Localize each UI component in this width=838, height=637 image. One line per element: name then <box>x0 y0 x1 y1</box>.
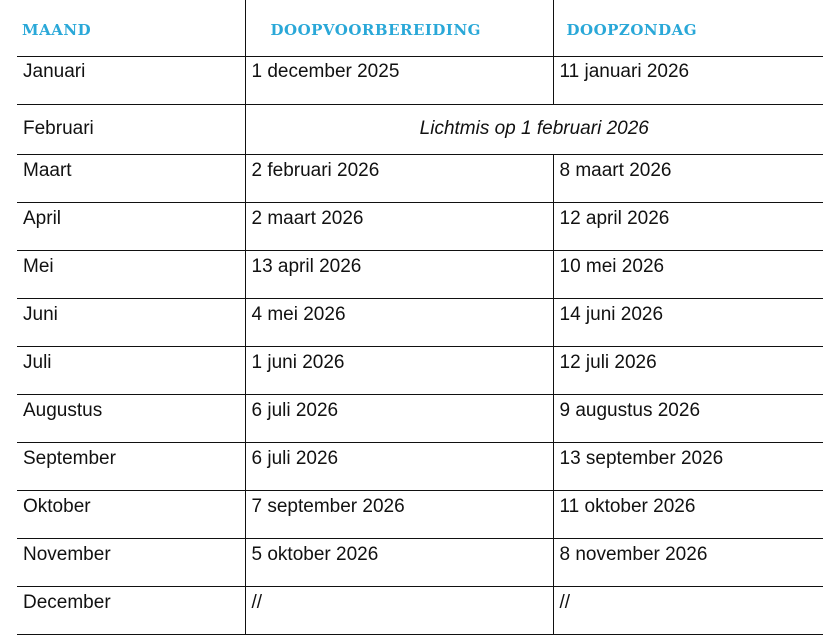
cell-maand: Augustus <box>23 399 103 421</box>
table-row <box>17 586 823 634</box>
table-header-row <box>17 0 823 56</box>
cell-doopzondag: 8 maart 2026 <box>553 154 823 202</box>
table-row <box>17 202 823 250</box>
cell-maand: November <box>23 543 111 565</box>
cell-maand: September <box>23 447 116 469</box>
cell-voorbereiding: 7 september 2026 <box>245 490 553 538</box>
cell-maand: December <box>23 591 111 613</box>
cell-doopzondag: 11 oktober 2026 <box>553 490 823 538</box>
cell-lichtmis-note: Lichtmis op 1 februari 2026 <box>245 104 823 154</box>
cell-voorbereiding: 2 maart 2026 <box>245 202 553 250</box>
cell-doopzondag: 12 april 2026 <box>553 202 823 250</box>
table-row <box>17 104 823 154</box>
cell-maand: Oktober <box>23 495 91 517</box>
cell-maand: Maart <box>23 159 72 181</box>
cell-voorbereiding: 2 februari 2026 <box>245 154 553 202</box>
cell-voorbereiding: 1 juni 2026 <box>245 346 553 394</box>
cell-maand: Februari <box>23 118 94 139</box>
table-row <box>17 346 823 394</box>
baptism-schedule-table <box>17 0 823 635</box>
cell-doopzondag: 14 juni 2026 <box>553 298 823 346</box>
table-row <box>17 250 823 298</box>
table-row <box>17 442 823 490</box>
cell-voorbereiding: // <box>245 586 553 634</box>
cell-doopzondag: 8 november 2026 <box>553 538 823 586</box>
table-row <box>17 490 823 538</box>
cell-maand: April <box>23 207 62 229</box>
table-row <box>17 56 823 104</box>
cell-voorbereiding: 4 mei 2026 <box>245 298 553 346</box>
cell-doopzondag: 12 juli 2026 <box>553 346 823 394</box>
cell-maand: Januari <box>23 60 86 82</box>
table-row <box>17 154 823 202</box>
table-row <box>17 394 823 442</box>
cell-voorbereiding: 5 oktober 2026 <box>245 538 553 586</box>
header-maand: maand <box>22 15 92 41</box>
header-doopzondag: doopzondag <box>553 0 823 56</box>
cell-doopzondag: 10 mei 2026 <box>553 250 823 298</box>
cell-voorbereiding: 6 juli 2026 <box>245 394 553 442</box>
cell-maand: Mei <box>23 255 54 277</box>
cell-doopzondag: 13 september 2026 <box>553 442 823 490</box>
cell-doopzondag: 11 januari 2026 <box>553 56 823 104</box>
cell-voorbereiding: 1 december 2025 <box>245 56 553 104</box>
cell-voorbereiding: 13 april 2026 <box>245 250 553 298</box>
table-row <box>17 298 823 346</box>
table-row <box>17 538 823 586</box>
header-doopvoorbereiding: doopvoorbereiding <box>245 0 553 56</box>
cell-maand: Juni <box>23 303 58 325</box>
cell-maand: Juli <box>23 351 52 373</box>
cell-voorbereiding: 6 juli 2026 <box>245 442 553 490</box>
cell-doopzondag: 9 augustus 2026 <box>553 394 823 442</box>
cell-doopzondag: // <box>553 586 823 634</box>
